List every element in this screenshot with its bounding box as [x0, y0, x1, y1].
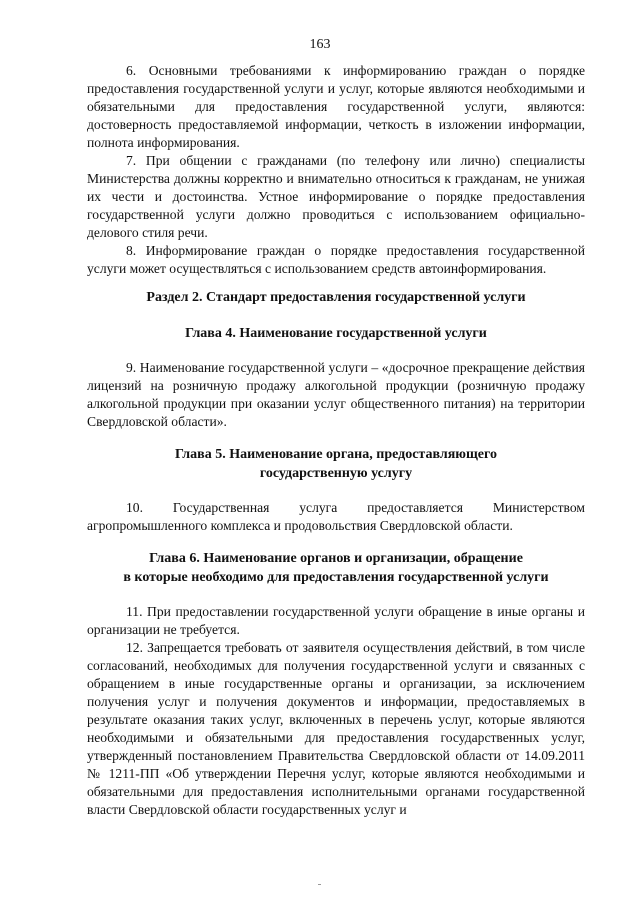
section-title: Раздел 2. Стандарт предоставления государственной услуги [146, 290, 526, 305]
chapter-5-title-line1: Глава 5. Наименование органа, предоставляющего [174, 447, 498, 462]
paragraph-7: 7. При общении с гражданами (по телефону или лично) специалисты Министерства должны корректно и внимательно относиться к гражданам, не унижая их чести и достоинства. Устное информирование о порядке предоставления государственной услуги должно проводиться с использованием официально-делового стиля речи. [87, 153, 585, 240]
chapter-5-title [87, 445, 585, 483]
paragraph-8: 8. Информирование граждан о порядке предоставления государственной услуги может осуществляться с использованием средств автоинформирования. [87, 243, 585, 276]
paragraph-6: 6. Основными требованиями к информированию граждан о порядке предоставления государственной услуги и услуг, которые являются необходимыми и обязательными для предоставления государственной услуги, являются: достоверность предоставляемой информации, четкость в изложении информации, полнота информирования. [87, 63, 585, 150]
chapter-6-title-line1: Глава 6. Наименование органов и организации, обращение [149, 551, 523, 566]
chapter-6-title [87, 549, 585, 587]
page-number: 163 [309, 37, 331, 52]
paragraph-11: 11. При предоставлении государственной услуги обращение в иные органы и организации не требуется. [87, 604, 585, 637]
chapter-5-title-line2: государственную услугу [259, 466, 413, 481]
chapter-4-title: Глава 4. Наименование государственной услуги [185, 326, 487, 341]
scan-mark [318, 884, 321, 885]
chapter-6-title-line2: в которые необходимо для предоставления государственной услуги [123, 570, 549, 585]
paragraph-9: 9. Наименование государственной услуги – «досрочное прекращение действия лицензий на розничную продажу алкогольной продукции (розничную продажу алкогольной продукции при оказании услуг общественного питания) на территории Свердловской области». [87, 360, 585, 429]
paragraph-10: 10. Государственная услуга предоставляется Министерством агропромышленного комплекса и продовольствия Свердловской области. [87, 500, 585, 533]
paragraph-12: 12. Запрещается требовать от заявителя осуществления действий, в том числе согласований, необходимых для получения государственной услуги и связанных с обращением в иные государственные органы и организации, за исключением получения услуг и получения документов и информации, предоставляемых в результате оказания таких услуг, включенных в перечень услуг, которые являются необходимыми и обязательными для предоставления государственных услуг, утвержденный постановлением Правительства Свердловской области от 14.09.2011 № 1211-ПП «Об утверждении Перечня услуг, которые являются необходимыми и обязательными для предоставления исполнительными органами государственной власти Свердловской области государственных услуг и [87, 640, 585, 817]
document-body [87, 62, 585, 819]
